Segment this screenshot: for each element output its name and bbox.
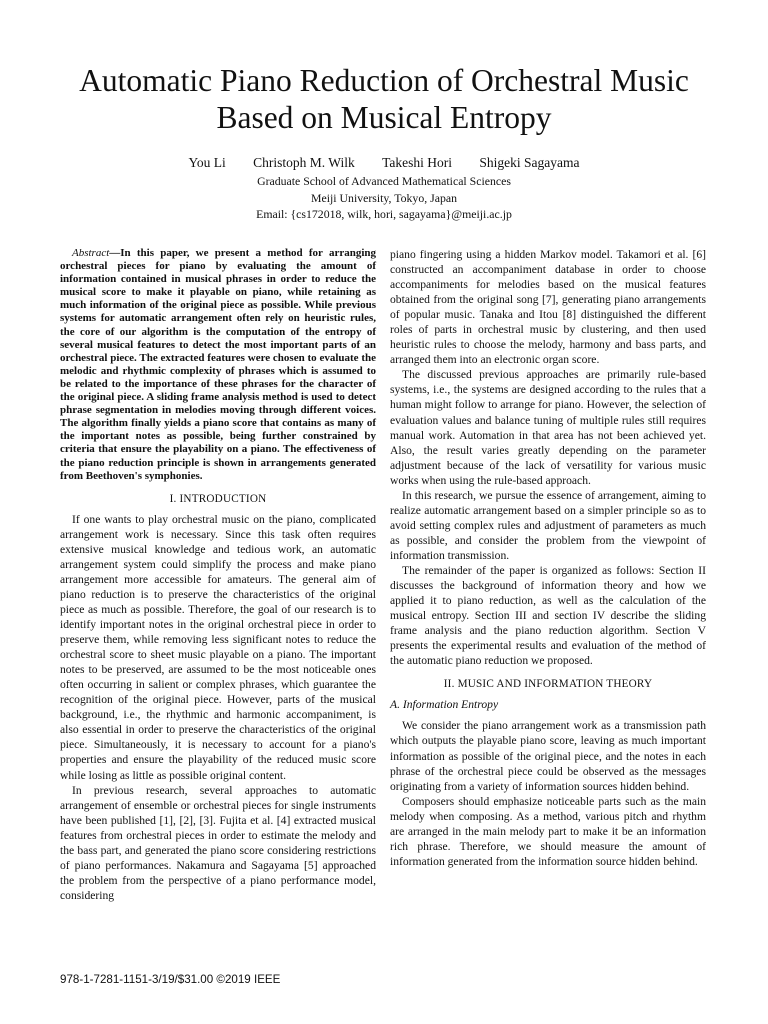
- abstract-label: Abstract: [72, 247, 110, 259]
- paragraph: In this research, we pursue the essence of arrangement, aiming to realize automatic arrangement based on a simpler principle so as to avoid setting complex rules and adjustment of parameters as much as possible, and consider the problem from the viewpoint of information transmission.: [390, 488, 706, 562]
- affiliation: Graduate School of Advanced Mathematical Sciences: [257, 174, 511, 188]
- author-name: Takeshi Hori: [382, 155, 453, 170]
- section-heading: II. MUSIC AND INFORMATION THEORY: [443, 678, 653, 691]
- author-name: Shigeki Sagayama: [479, 155, 580, 170]
- paragraph: We consider the piano arrangement work as a transmission path which outputs the playable piano score, leaving as much important information as possible of the original piece, and the notes in each phrase of the orchestral piece could be observed as the messages originating from a variety of information sources hidden behind.: [390, 719, 706, 793]
- paragraph: If one wants to play orchestral music on the piano, complicated arrangement work is necessary. Since this task often requires extensive musical knowledge and tedious work, an automatic arrangement system could simplify the process and make piano arrangement more accessible for amateurs. The general aim of piano reduction is to preserve the characteristics of the original piece as much as possible. Therefore, the goal of our research is to identify important notes in the original orchestral piece in order to preserve them, while removing less significant notes to reduce the orchestral score to sheet music playable on a piano. The important notes to be preserved, are assumed to be the most noticeable ones often occurring in salient or complex phrases, which guarantee the recognition of the original piece. However, parts of the musical background, i.e., the rhythmic and harmonic accompaniment, is also essential in order to preserve the characteristics of the original piece. Simultaneously, it is necessary to account for a piano's properties and ensure the playability of the reduced music score while losing as little as possible original content.: [60, 512, 376, 782]
- author-name: You Li: [188, 155, 226, 170]
- paragraph: Composers should emphasize noticeable parts such as the main melody when composing. As a method, various pitch and rhythm are arranged in the main melody part to make it be an information rich phrase. Therefore, we should measure the amount of information generated from the information source hidden behind.: [390, 794, 706, 868]
- right-column: [390, 247, 706, 869]
- abstract: [60, 247, 376, 483]
- paper-title: Automatic Piano Reduction of Orchestral Music Based on Musical Entropy: [79, 63, 689, 135]
- copyright-footer: 978-1-7281-1151-3/19/$31.00 ©2019 IEEE: [60, 973, 281, 986]
- section-heading: I. INTRODUCTION: [169, 492, 267, 505]
- paragraph: The discussed previous approaches are primarily rule-based systems, i.e., the systems are designed according to the rules that a human might follow to arrange for piano. However, the selection of evaluation values and balance tuning of multiple rules still requires manual work. Automation in that area has not been achieved yet. Also, the result varies greatly depending on the parameter adjustment because of the lack of versatility for various music works when using the rule-based approach.: [390, 368, 706, 487]
- email[interactable]: Email: {cs172018, wilk, hori, sagayama}@meiji.ac.jp: [256, 207, 512, 221]
- subsection-heading: A. Information Entropy: [390, 698, 499, 712]
- paragraph: In previous research, several approaches to automatic arrangement of ensemble or orchestral pieces for single instruments have been published [1], [2], [3]. Fujita et al. [4] extracted musical features from orchestral pieces in order to estimate the melody and the bass part, and generated the piano score considering restrictions of piano performances. Nakamura and Sagayama [5] approached the problem from the perspective of a piano performance model, considering: [60, 783, 376, 902]
- author-list: [0, 155, 768, 171]
- university: Meiji University, Tokyo, Japan: [311, 191, 457, 205]
- paragraph: piano fingering using a hidden Markov model. Takamori et al. [6] constructed an accompaniment database in order to choose accompaniments for melodies based on the musical features obtained from the original song [7], generating piano arrangements of popular music. Tanaka and Itou [8] distinguished the different roles of parts in orchestral music by clustering, and then used heuristic rules to choose the melody, harmony and bass parts, and arranged them into an electronic organ score.: [390, 248, 706, 367]
- author-name: Christoph M. Wilk: [253, 155, 355, 170]
- abstract-text: —In this paper, we present a method for arranging orchestral pieces for piano by evaluating the amount of information contained in musical phrases in order to reduce the musical score to make it playable on piano, while retaining as much information of the original piece as possible. While previous systems for automatic arrangement often rely on heuristic rules, the core of our algorithm is the computation of the entropy of several musical features to detect the most important parts of an orchestral piece. The extracted features were chosen to evaluate the melodic and rhythmic complexity of phrases which is assumed to be related to the importance of these phrases for the character of the original piece. A sliding frame analysis method is used to detect phrase segmentation in melodies moving through different voices. The algorithm finally yields a piano score that contains as many of the important notes as possible, being further constrained by criteria that ensure the playability on a piano. The effectiveness of the piano reduction principle is shown in arrangements generated from Beethoven's symphonies.: [60, 247, 376, 482]
- left-column: [60, 247, 376, 903]
- paragraph: The remainder of the paper is organized as follows: Section II discusses the background of information theory and how we applied it to piano reduction, as well as the calculation of the musical entropy. Section III and section IV describe the sliding frame analysis and the piano reduction algorithm. Section V presents the experimental results and evaluation of the method of the automatic piano reduction we proposed.: [390, 563, 706, 668]
